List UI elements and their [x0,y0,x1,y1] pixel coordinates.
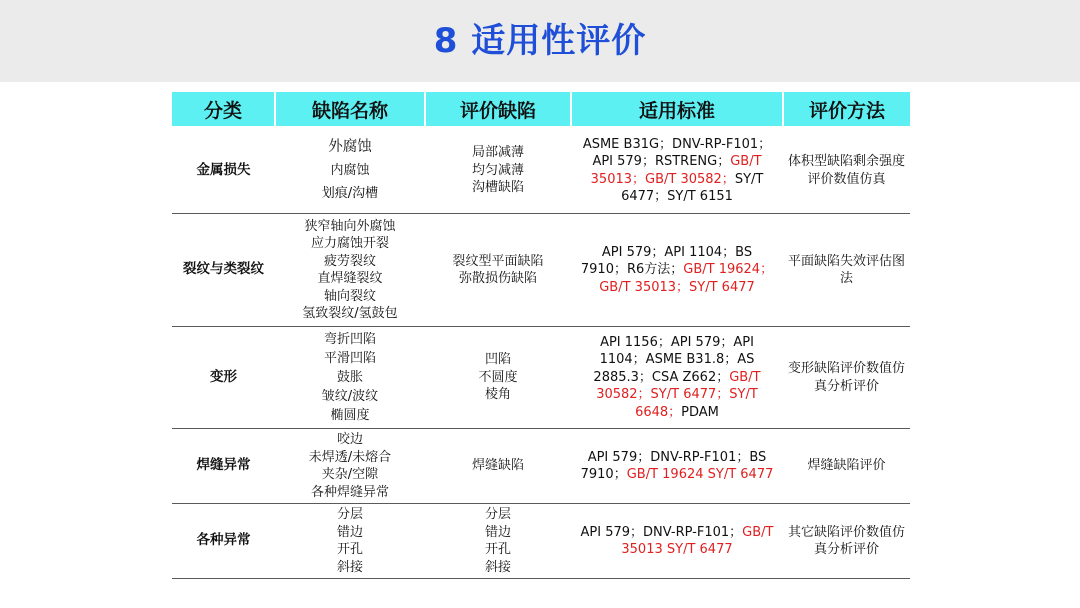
method-cell: 其它缺陷评价数值仿真分析评价 [783,504,910,579]
defect-item: 错边 [336,524,363,540]
evaluation-table [172,92,910,579]
evaluated-item: 不圆度 [478,369,518,385]
evaluated-item: 棱角 [484,387,511,403]
evaluated-list [425,504,571,579]
defect-item: 直焊缝裂纹 [317,271,383,286]
standards-text-tail: SY/T 6477；SY/T 6151 [621,171,764,204]
defect-item: 外腐蚀 [328,139,372,155]
page-title: 8 适用性评价 [433,21,647,61]
evaluated-item: 分层 [484,507,511,522]
standards-text: API 579；DNV-RP-F101；BS 7910； [580,449,767,482]
row-category: 裂纹与类裂纹 [172,214,275,327]
table-row [172,504,910,579]
defect-item: 开孔 [336,542,363,557]
standards-cell [571,127,783,214]
evaluated-item: 均匀减薄 [471,162,524,178]
header-evaluated-defect: 评价缺陷 [425,92,571,127]
defect-item: 椭圆度 [330,408,370,423]
method-cell: 焊缝缺陷评价 [783,429,910,504]
header-defect-name: 缺陷名称 [275,92,425,127]
standards-cell [571,429,783,504]
standards-text: API 579；DNV-RP-F101； [580,524,743,540]
defect-item: 咬边 [336,432,363,447]
standards-text: API 1156；API 579；API 1104；ASME B31.8；AS 2885.3；CSA Z662； [593,334,755,385]
standards-highlight: GB/T 35013 SY/T 6477 [621,524,774,557]
defect-item: 平滑凹陷 [323,351,376,366]
defect-item: 狭窄轴向外腐蚀 [304,218,396,234]
evaluated-item: 沟槽缺陷 [471,180,524,196]
defect-item: 应力腐蚀开裂 [310,236,389,251]
table-row [172,127,910,214]
method-cell: 变形缺陷评价数值仿真分析评价 [783,327,910,429]
evaluated-list [425,214,571,327]
standards-text-tail: PDAM [681,404,719,420]
defect-item: 斜接 [336,559,363,575]
row-category: 变形 [172,327,275,429]
standards-cell [571,327,783,429]
defect-list [275,214,425,327]
header-method: 评价方法 [783,92,910,127]
header-category: 分类 [172,92,275,127]
standards-text: API 579；API 1104；BS 7910；R6方法； [580,244,753,278]
defect-item: 弯折凹陷 [323,332,376,347]
table-row [172,429,910,504]
standards-highlight: GB/T 19624；GB/T 35013；SY/T 6477 [599,262,774,295]
evaluated-item: 凹陷 [484,352,511,368]
table-row [172,327,910,429]
row-category: 各种异常 [172,504,275,579]
standards-cell [571,214,783,327]
evaluated-item: 开孔 [484,542,511,557]
standards-text: ASME B31G；DNV-RP-F101；API 579；RSTRENG； [582,136,772,169]
defect-item: 各种焊缝异常 [310,484,389,500]
defect-item: 轴向裂纹 [323,288,376,304]
standards-cell [571,504,783,579]
header-standards: 适用标准 [571,92,783,127]
method-cell: 平面缺陷失效评估图法 [783,214,910,327]
defect-item: 夹杂/空隙 [321,467,379,482]
evaluated-item: 焊缝缺陷 [471,458,524,474]
defect-item: 未焊透/未熔合 [308,449,392,465]
defect-item: 疲劳裂纹 [323,253,376,269]
defect-list [275,429,425,504]
evaluated-item: 局部减薄 [471,145,524,161]
table-row [172,214,910,327]
defect-item: 鼓胀 [336,370,363,385]
defect-item: 分层 [336,507,363,522]
method-cell: 体积型缺陷剩余强度评价数值仿真 [783,127,910,214]
standards-highlight: GB/T 35013；GB/T 30582； [590,154,762,187]
row-category: 焊缝异常 [172,429,275,504]
defect-item: 内腐蚀 [330,163,370,178]
defect-list [275,504,425,579]
evaluated-item: 裂纹型平面缺陷 [452,253,544,269]
row-category: 金属损失 [172,127,275,214]
table-header-row [172,92,910,127]
defect-list [275,327,425,429]
evaluated-list [425,127,571,214]
evaluated-list [425,429,571,504]
standards-highlight: GB/T 19624 SY/T 6477 [626,467,774,482]
defect-item: 皱纹/波纹 [321,389,379,404]
evaluated-item: 弥散损伤缺陷 [458,271,537,286]
standards-highlight: GB/T 30582；SY/T 6477；SY/T 6648； [596,369,761,420]
defect-item: 氢致裂纹/氢鼓包 [302,306,398,321]
evaluated-item: 错边 [484,524,511,540]
defect-item: 划痕/沟槽 [321,186,379,201]
defect-list [275,127,425,214]
evaluated-item: 斜接 [484,559,511,575]
evaluated-list [425,327,571,429]
